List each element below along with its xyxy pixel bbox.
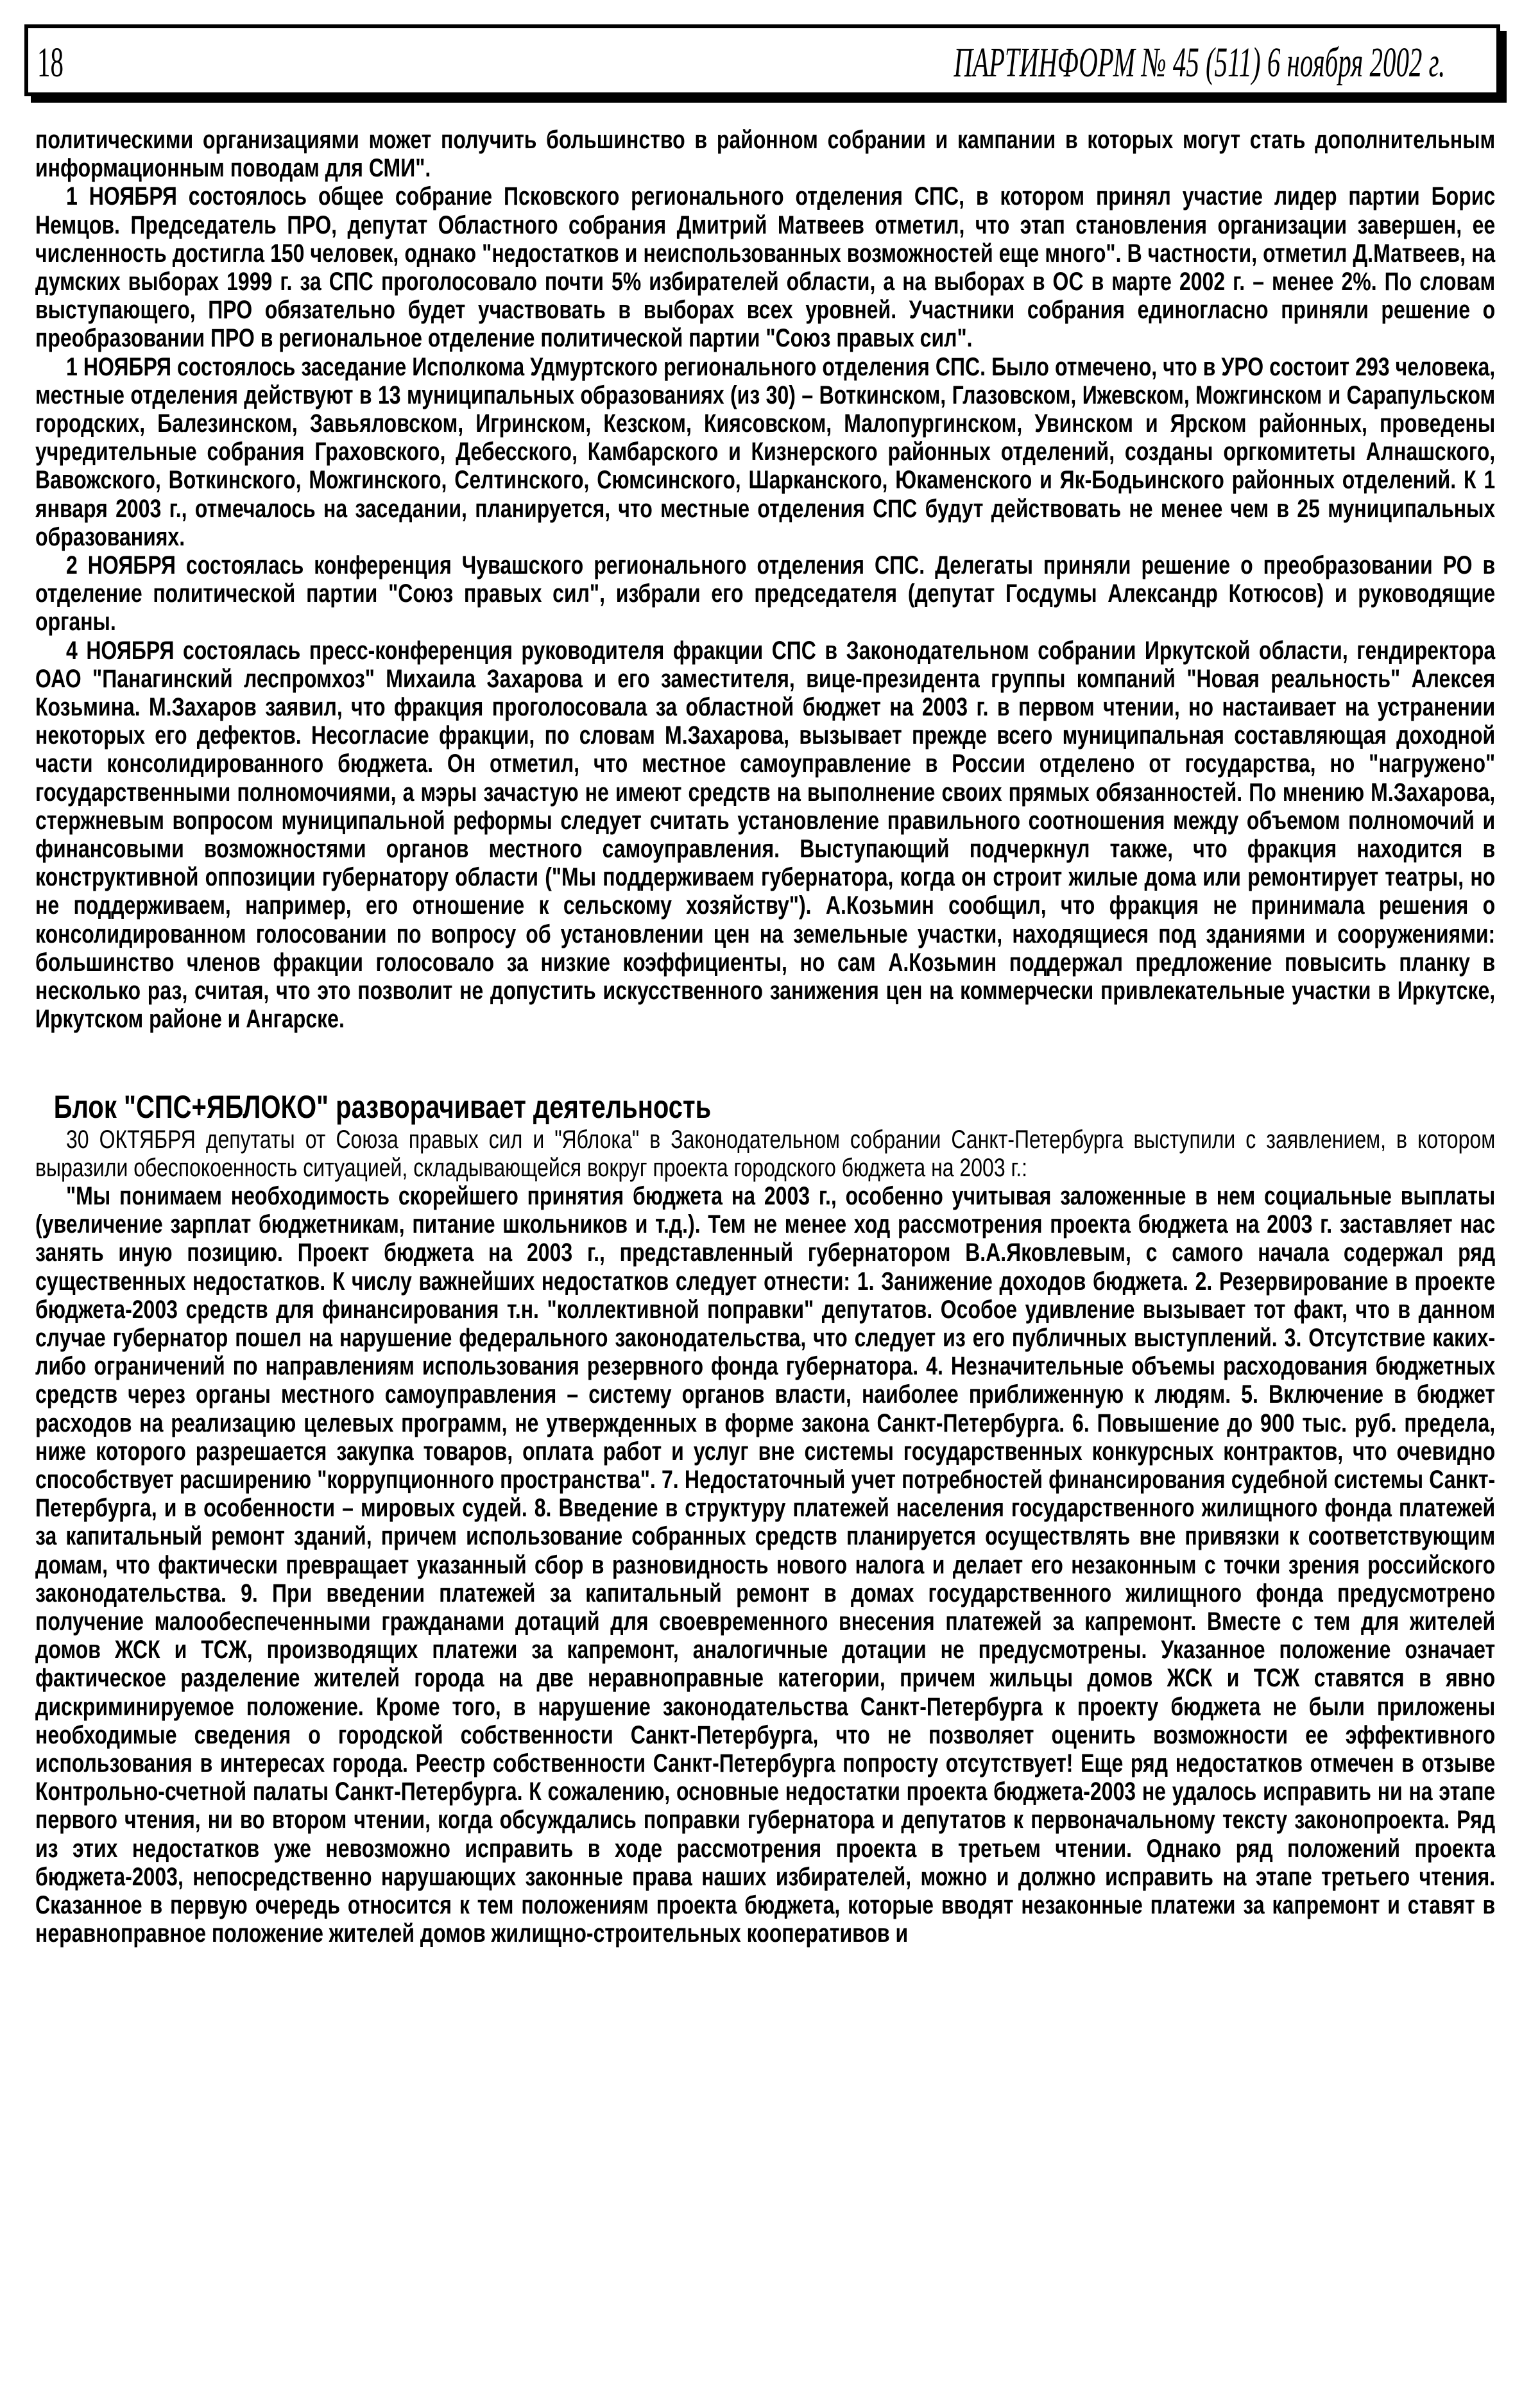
article-body (35, 126, 1495, 1948)
page-number: 18 (37, 39, 64, 86)
publication-title: ПАРТИНФОРМ № 45 (511) 6 ноября 2002 г. (954, 39, 1445, 86)
paragraph: политическими организациями может получить большинство в районном собрании и кампании в которых могут стать дополнительным информационным поводам для СМИ". (35, 126, 1496, 183)
section-heading: Блок "СПС+ЯБЛОКО" разворачивает деятельность (53, 1088, 712, 1125)
page-header (24, 24, 1500, 96)
paragraph: 2 НОЯБРЯ состоялась конференция Чувашского регионального отделения СПС. Делегаты приняли решение о преобразовании РО в отделение политической партии "Союз правых сил", избрали его председателя (депутат Госдумы Александр Котюсов) и руководящие органы. (35, 551, 1496, 637)
paragraph: 1 НОЯБРЯ состоялось заседание Исполкома Удмуртского регионального отделения СПС. Было отмечено, что в УРО состоит 293 человека, местные отделения действуют в 13 муниципальных образованиях (из 30) – Воткинском, Глазовском, Ижевском, Можгинском и Сарапульском городских, Балезинском, Завьяловском, Игринском, Кезском, Киясовском, Малопургинском, Увинском и Ярском районных, проведены учредительные собрания Граховского, Дебесского, Камбарского и Кизнерского районных отделений, созданы оргкомитеты Алнашского, Вавожского, Воткинского, Можгинского, Селтинского, Сюмсинского, Шарканского, Юкаменского и Як-Бодьинского районных отделений. К 1 января 2003 г., отмечалось на заседании, планируется, что местные отделения СПС будут действовать не менее чем в 25 муниципальных образованиях. (35, 352, 1496, 551)
intro-paragraph: 30 ОКТЯБРЯ депутаты от Союза правых сил и "Яблока" в Законодательном собрании Санкт-Петербурга выступили с заявлением, в котором выразили обеспокоенность ситуацией, складывающейся вокруг проекта городского бюджета на 2003 г.: (35, 1125, 1496, 1182)
paragraph: 4 НОЯБРЯ состоялась пресс-конференция руководителя фракции СПС в Законодательном собрании Иркутской области, гендиректора ОАО "Панагинский леспромхоз" Михаила Захарова и его заместителя, вице-президента группы компаний "Новая реальность" Алексея Козьмина. М.Захаров заявил, что фракция проголосовала за областной бюджет на 2003 г. в первом чтении, но настаивает на устранении некоторых его дефектов. Несогласие фракции, по словам М.Захарова, вызывает прежде всего муниципальная составляющая доходной части консолидированного бюджета. Он отметил, что местное самоуправление в России отделено от государства, но "нагружено" государственными полномочиями, а мэры зачастую не имеют средств на выполнение своих прямых обязанностей. По мнению М.Захарова, стержневым вопросом муниципальной реформы следует считать установление правильного соотношения между объемом полномочий и финансовыми возможностями органов местного самоуправления. Выступающий подчеркнул также, что фракция находится в конструктивной оппозиции губернатору области ("Мы поддерживаем губернатора, когда он строит жилые дома или ремонтирует театры, но не поддерживаем, например, его отношение к сельскому хозяйству"). А.Козьмин сообщил, что фракция не принимала решения о консолидированном голосовании по вопросу об установлении цен на земельные участки, находящиеся под зданиями и сооружениями: большинство членов фракции голосовало за низкие коэффициенты, но сам А.Козьмин поддержал предложение повысить планку в несколько раз, считая, что это позволит не допустить искусственного занижения цен на коммерчески привлекательные участки в Иркутске, Иркутском районе и Ангарске. (35, 636, 1496, 1034)
quote-paragraph: "Мы понимаем необходимость скорейшего принятия бюджета на 2003 г., особенно учитывая заложенные в нем социальные выплаты (увеличение зарплат бюджетникам, питание школьников и т.д.). Тем не менее ход рассмотрения проекта бюджета на 2003 г. заставляет нас занять иную позицию. Проект бюджета на 2003 г., представленный губернатором В.А.Яковлевым, с самого начала содержал ряд существенных недостатков. К числу важнейших недостатков следует отнести: 1. Занижение доходов бюджета. 2. Резервирование в проекте бюджета-2003 средств для финансирования т.н. "коллективной поправки" депутатов. Особое удивление вызывает тот факт, что в данном случае губернатор пошел на нарушение федерального законодательства, что следует из его публичных выступлений. 3. Отсутствие каких-либо ограничений по направлениям использования резервного фонда губернатора. 4. Незначительные объемы расходования бюджетных средств через органы местного самоуправления – систему органов власти, наиболее приближенную к людям. 5. Включение в бюджет расходов на реализацию целевых программ, не утвержденных в форме закона Санкт-Петербурга. 6. Повышение до 900 тыс. руб. предела, ниже которого разрешается закупка товаров, оплата работ и услуг вне системы государственных конкурсных контрактов, что очевидно способствует расширению "коррупционного пространства". 7. Недостаточный учет потребностей финансирования судебной системы Санкт-Петербурга, и в особенности – мировых судей. 8. Введение в структуру платежей населения государственного жилищного фонда платежей за капитальный ремонт зданий, причем использование собранных средств планируется осуществлять вне привязки к соответствующим домам, что фактически превращает указанный сбор в разновидность нового налога и делает его незаконным с точки зрения российского законодательства. 9. При введении платежей за капитальный ремонт в домах государственного жилищного фонда предусмотрено получение малообеспеченными гражданами дотаций для своевременного внесения платежей за капремонт. Вместе с тем для жителей домов ЖСК и ТСЖ, производящих платежи за капремонт, аналогичные дотации не предусмотрены. Указанное положение означает фактическое разделение жителей города на две неравноправные категории, причем жильцы домов ЖСК и ТСЖ ставятся в явно дискриминируемое положение. Кроме того, в нарушение законодательства Санкт-Петербурга к проекту бюджета не были приложены необходимые сведения о городской собственности Санкт-Петербурга, что не позволяет оценить возможности ее эффективного использования в интересах города. Реестр собственности Санкт-Петербурга попросту отсутствует! Еще ряд недостатков отмечен в отзыве Контрольно-счетной палаты Санкт-Петербурга. К сожалению, основные недостатки проекта бюджета-2003 не удалось исправить ни на этапе первого чтения, ни во втором чтении, когда обсуждались поправки губернатора и депутатов к первоначальному тексту законопроекта. Ряд из этих недостатков уже невозможно исправить в ходе рассмотрения проекта в третьем чтении. Однако ряд положений проекта бюджета-2003, непосредственно нарушающих законные права наших избирателей, можно и должно исправить на этапе третьего чтения. Сказанное в первую очередь относится к тем положениям проекта бюджета, которые вводят незаконные платежи за капремонт и ставят в неравноправное положение жителей домов жилищно-строительных кооперативов и (35, 1181, 1496, 1948)
paragraph: 1 НОЯБРЯ состоялось общее собрание Псковского регионального отделения СПС, в котором принял участие лидер партии Борис Немцов. Председатель ПРО, депутат Областного собрания Дмитрий Матвеев отметил, что этап становления организации завершен, ее численность достигла 150 человек, однако "недостатков и неиспользованных возможностей еще много". В частности, отметил Д.Матвеев, на думских выборах 1999 г. за СПС проголосовало почти 5% избирателей области, а на выборах в ОС в марте 2002 г. – менее 2%. По словам выступающего, ПРО обязательно будет участвовать в выборах всех уровней. Участники собрания единогласно приняли решение о преобразовании ПРО в региональное отделение политической партии "Союз правых сил". (35, 182, 1496, 353)
